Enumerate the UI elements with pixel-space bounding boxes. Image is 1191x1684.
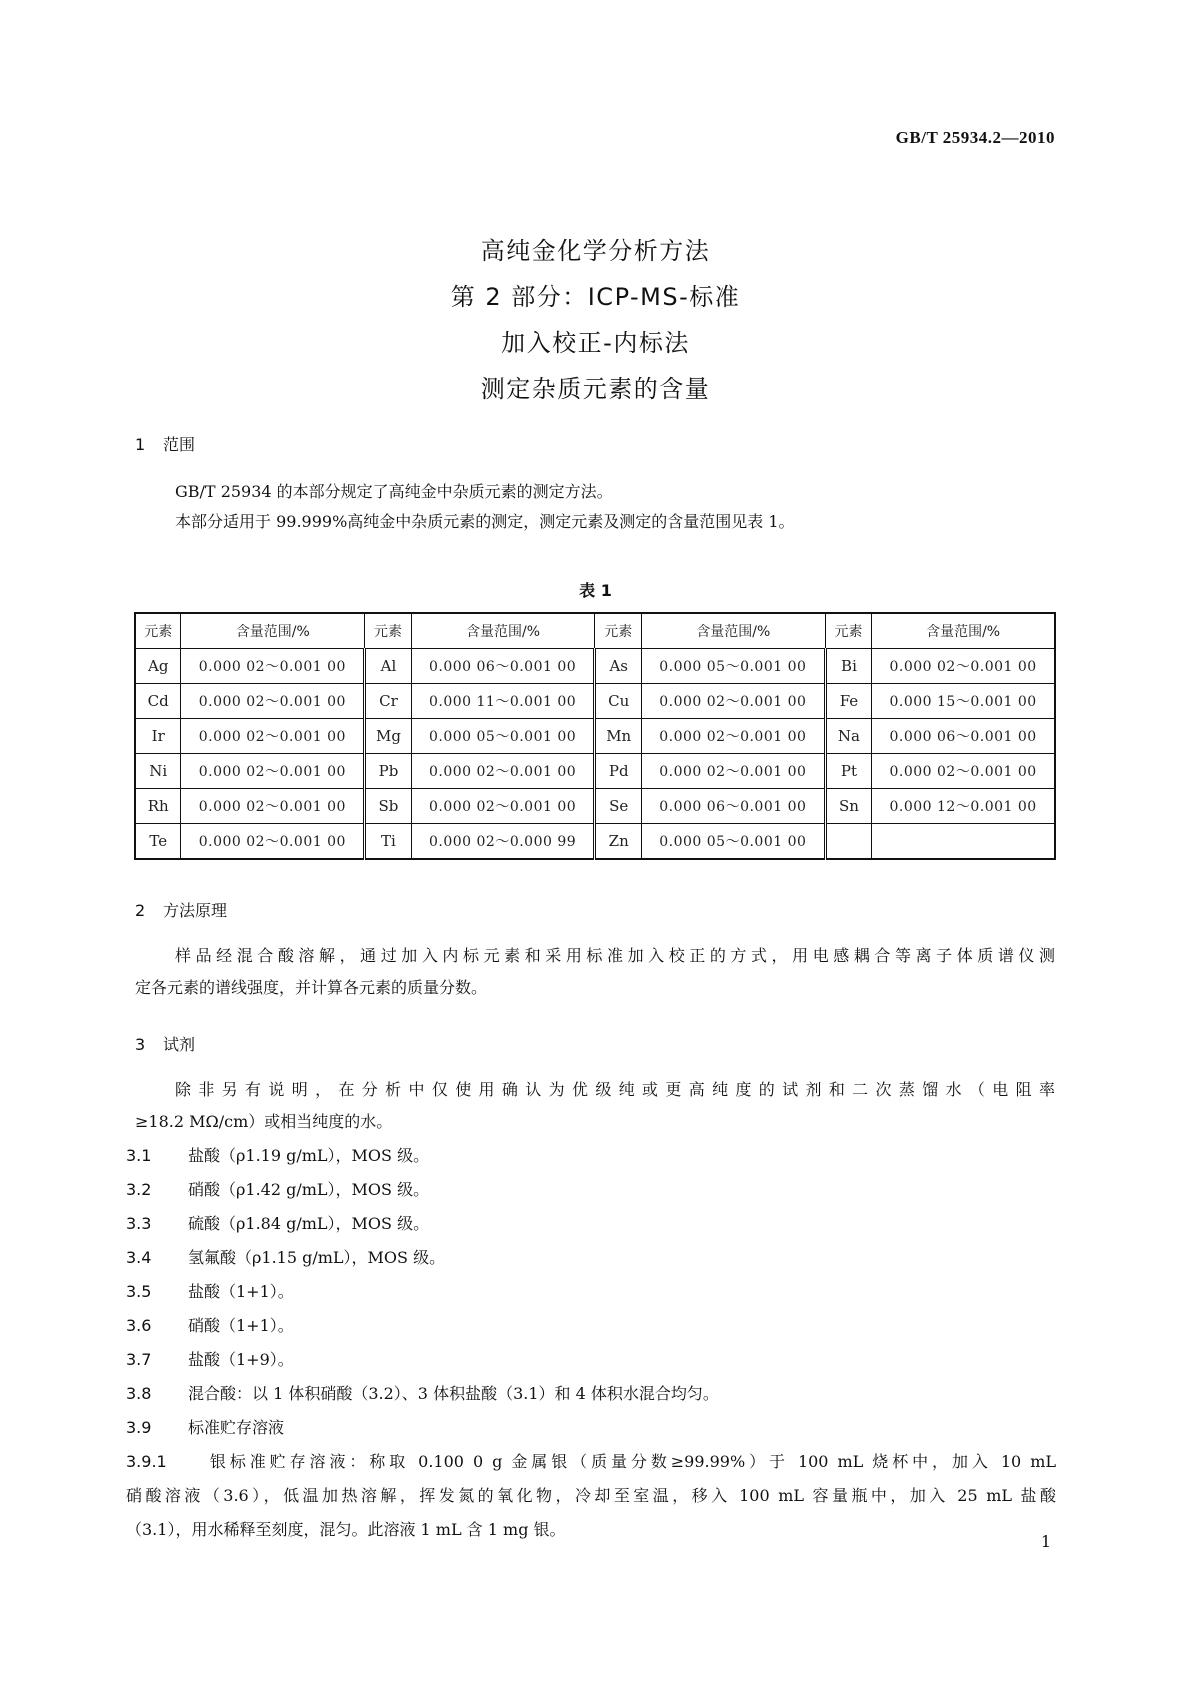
col-range-header: 含量范围/%: [181, 613, 365, 649]
element-cell: As: [595, 649, 641, 684]
range-cell: 0.000 02～0.001 00: [181, 789, 365, 824]
paragraph: 定各元素的谱线强度，并计算各元素的质量分数。: [135, 978, 488, 997]
range-cell: 0.000 02～0.001 00: [181, 754, 365, 789]
section-title: 范围: [163, 435, 196, 454]
range-cell: 0.000 02～0.001 00: [181, 719, 365, 754]
section-2-heading: [135, 898, 227, 921]
range-cell: 0.000 02～0.001 00: [181, 649, 365, 684]
table-header-row: [135, 613, 1055, 649]
range-cell: 0.000 15～0.001 00: [872, 684, 1055, 719]
element-cell: Ni: [135, 754, 181, 789]
range-cell: 0.000 02～0.001 00: [872, 754, 1055, 789]
element-cell: Pd: [595, 754, 641, 789]
table-row: [135, 789, 1055, 824]
section-1-heading: [135, 432, 195, 455]
element-cell: Mn: [595, 719, 641, 754]
section-number: 1: [135, 435, 146, 454]
paragraph: （3.1），用水稀释至刻度，混匀。此溶液 1 mL 含 1 mg 银。: [126, 1520, 566, 1539]
item-text: 混合酸：以 1 体积硝酸（3.2）、3 体积盐酸（3.1）和 4 体积水混合均匀。: [188, 1384, 719, 1403]
range-cell: 0.000 05～0.001 00: [641, 649, 825, 684]
table-row: [135, 824, 1055, 860]
range-cell: 0.000 05～0.001 00: [641, 824, 825, 860]
document-title: [0, 228, 1191, 412]
col-range-header: 含量范围/%: [872, 613, 1055, 649]
table-caption: 表 1: [579, 581, 612, 600]
element-cell: Ti: [365, 824, 411, 860]
range-cell: 0.000 02～0.001 00: [181, 824, 365, 860]
range-cell: 0.000 02～0.001 00: [872, 649, 1055, 684]
title-line-1: 高纯金化学分析方法: [480, 237, 711, 265]
item-text: 盐酸（ρ1.19 g/mL），MOS 级。: [188, 1146, 430, 1165]
element-cell: Sn: [825, 789, 871, 824]
title-line-2: 第 2 部分：ICP-MS-标准: [450, 283, 741, 311]
section-number: 2: [135, 901, 146, 920]
element-cell: Ir: [135, 719, 181, 754]
section-title: 试剂: [163, 1035, 196, 1054]
element-cell: Cu: [595, 684, 641, 719]
element-cell: Mg: [365, 719, 411, 754]
item-number: 3.1: [126, 1146, 152, 1165]
paragraph: 除非另有说明，在分析中仅使用确认为优级纯或更高纯度的试剂和二次蒸馏水（电阻率: [175, 1080, 1055, 1099]
range-cell: [872, 824, 1055, 860]
page-number: 1: [1040, 1532, 1051, 1551]
range-cell: 0.000 06～0.001 00: [411, 649, 595, 684]
section-title: 方法原理: [163, 901, 228, 920]
item-text: 硝酸（1+1）。: [188, 1316, 294, 1335]
element-cell: Zn: [595, 824, 641, 860]
section-3-heading: [135, 1032, 195, 1055]
col-range-header: 含量范围/%: [411, 613, 595, 649]
element-cell: Cr: [365, 684, 411, 719]
list-item: [126, 1446, 1056, 1478]
range-cell: 0.000 02～0.001 00: [411, 789, 595, 824]
section-number: 3: [135, 1035, 146, 1054]
table-row: [135, 684, 1055, 719]
list-item: [126, 1378, 719, 1410]
element-cell: Cd: [135, 684, 181, 719]
list-item: [126, 1140, 429, 1172]
range-cell: 0.000 02～0.001 00: [641, 684, 825, 719]
item-text: 标准贮存溶液: [188, 1418, 285, 1437]
range-cell: 0.000 02～0.001 00: [181, 684, 365, 719]
col-range-header: 含量范围/%: [641, 613, 825, 649]
col-element-header: 元素: [825, 613, 871, 649]
item-text: 硝酸（ρ1.42 g/mL），MOS 级。: [188, 1180, 430, 1199]
table-row: [135, 649, 1055, 684]
item-text: 盐酸（1+9）。: [188, 1350, 294, 1369]
range-cell: 0.000 06～0.001 00: [641, 789, 825, 824]
paragraph: 硝酸溶液（3.6），低温加热溶解，挥发氮的氧化物，冷却至室温，移入 100 mL 容量瓶中，加入 25 mL 盐酸: [126, 1486, 1056, 1505]
element-cell: Na: [825, 719, 871, 754]
range-cell: 0.000 12～0.001 00: [872, 789, 1055, 824]
list-item: [126, 1174, 429, 1206]
item-number: 3.2: [126, 1180, 152, 1199]
item-text: 硫酸（ρ1.84 g/mL），MOS 级。: [188, 1214, 430, 1233]
paragraph: ≥18.2 MΩ/cm）或相当纯度的水。: [135, 1112, 393, 1131]
content-range-table: [134, 612, 1056, 860]
element-cell: Te: [135, 824, 181, 860]
list-item: [126, 1242, 445, 1274]
item-text: 氢氟酸（ρ1.15 g/mL），MOS 级。: [188, 1248, 446, 1267]
item-number: 3.7: [126, 1350, 152, 1369]
range-cell: 0.000 06～0.001 00: [872, 719, 1055, 754]
item-number: 3.4: [126, 1248, 152, 1267]
table-row: [135, 719, 1055, 754]
element-cell: Al: [365, 649, 411, 684]
col-element-header: 元素: [135, 613, 181, 649]
table-row: [135, 754, 1055, 789]
element-cell: Rh: [135, 789, 181, 824]
item-number: 3.9.1: [126, 1452, 167, 1471]
element-cell: Se: [595, 789, 641, 824]
list-item: [126, 1310, 294, 1342]
item-number: 3.9: [126, 1418, 152, 1437]
element-cell: [825, 824, 871, 860]
paragraph: 本部分适用于 99.999%高纯金中杂质元素的测定，测定元素及测定的含量范围见表 1。: [175, 512, 795, 531]
item-number: 3.5: [126, 1282, 152, 1301]
col-element-header: 元素: [365, 613, 411, 649]
range-cell: 0.000 11～0.001 00: [411, 684, 595, 719]
range-cell: 0.000 02～0.001 00: [411, 754, 595, 789]
range-cell: 0.000 05～0.001 00: [411, 719, 595, 754]
range-cell: 0.000 02～0.001 00: [641, 719, 825, 754]
paragraph: GB/T 25934 的本部分规定了高纯金中杂质元素的测定方法。: [175, 482, 613, 501]
element-cell: Pt: [825, 754, 871, 789]
title-line-3: 加入校正-内标法: [501, 329, 690, 357]
list-item: [126, 1412, 284, 1444]
range-cell: 0.000 02～0.000 99: [411, 824, 595, 860]
col-element-header: 元素: [595, 613, 641, 649]
element-cell: Fe: [825, 684, 871, 719]
element-cell: Ag: [135, 649, 181, 684]
list-item: [126, 1276, 294, 1308]
item-text: 银标准贮存溶液：称取 0.100 0 g 金属银（质量分数≥99.99%）于 100 mL 烧杯中，加入 10 mL: [206, 1452, 1056, 1471]
list-item: [126, 1344, 294, 1376]
item-text: 盐酸（1+1）。: [188, 1282, 294, 1301]
standard-number: GB/T 25934.2—2010: [895, 128, 1055, 147]
element-cell: Bi: [825, 649, 871, 684]
title-line-4: 测定杂质元素的含量: [480, 375, 711, 403]
item-number: 3.6: [126, 1316, 152, 1335]
paragraph: 样品经混合酸溶解，通过加入内标元素和采用标准加入校正的方式，用电感耦合等离子体质谱仪测: [175, 946, 1055, 965]
item-number: 3.8: [126, 1384, 152, 1403]
list-item: [126, 1208, 429, 1240]
element-cell: Sb: [365, 789, 411, 824]
range-cell: 0.000 02～0.001 00: [641, 754, 825, 789]
element-cell: Pb: [365, 754, 411, 789]
item-number: 3.3: [126, 1214, 152, 1233]
